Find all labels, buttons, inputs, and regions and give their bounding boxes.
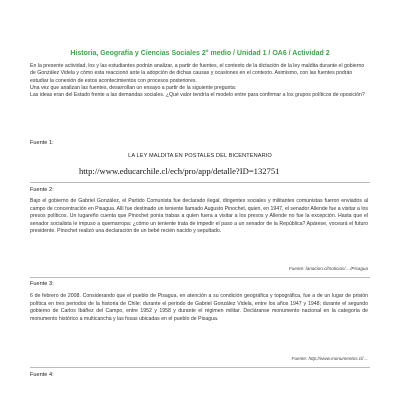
fuente-4-label: Fuente 4:	[30, 372, 54, 378]
intro-paragraph: Una vez que analizan las fuentes, desarrollan un ensayo a partir de la siguiente pregunta:	[30, 84, 237, 91]
divider	[30, 277, 370, 278]
fuente-2-label: Fuente 2:	[30, 187, 54, 193]
fuente-2-text	[30, 198, 368, 236]
fuente-3-text	[30, 293, 368, 323]
fuente-1-link[interactable]: http://www.educarchile.cl/ech/pro/app/detalle?ID=132751	[79, 166, 280, 176]
intro-paragraph: En la presente actividad, los y las estudiantes podrán analizar, a partir de fuentes, el contexto de la dictación de la ley maldita durante el gobierno de González Videla y cómo esta reaccionó ante la adopción de dichas causas y ocasiones en el contexto. Asimismo, con las fuentes podrán estudiar la conexión de estos acontecimientos con procesos posteriores.	[30, 63, 365, 84]
fuente-3-paragraph: 6 de febrero de 2008. Considerando que el pueblo de Pisagua, en atención a su condición geográfica y topográfica, fue a de un lugar de prisión política en tres periodos de la historia de Chile: durante el periodo de Gabriel González Videla, entre los años 1947 y 1948; durante el segundo gobierno de Carlos Ibáñez del Campo, entre 1952 y 1958 y durante el régimen militar. Decláranse monumento nacional en la categoría de monumento histórico a multicancha y las fosas ubicadas en el pueblo de Pisagua.	[30, 293, 368, 322]
fuente-1-title: LA LEY MALDITA EN POSTALES DEL BICENTENARIO	[128, 153, 272, 159]
intro-question: Las ideas eran del Estado frente a las demandas sociales. ¿Qué valor tendría el modelo entre para confirmar a los grupos políticos de oposición?	[30, 92, 365, 99]
divider	[30, 367, 370, 368]
fuente-2-paragraph: Bajo el gobierno de Gabriel González, el Partido Comunista fue declarado ilegal, dirigentes sociales y militantes comunistas fueron enviados al campo de concentración en Pisagua. Allí fue destinado un teniente llamado Augusto Pinochet, quien, en 1947, el senador Allende fue a visitar a los presos políticos. Un lugareño cuenta que Pinochet ponía trabas a quien fuera a visitar a los presos y Allende no fue la excepción. Hasta que el senador socialista le impuso a quemarropa: ¿cómo un teniente trata de impedir el paso a un senador de la República? Apárese, voceará el futuro presidente. Pinochet realizó una declaración de un bebé recién nacido y sepultado.	[30, 198, 368, 235]
intro-section	[30, 63, 368, 99]
fuente-2-source: Fuente: lanacion.cl/noticias/…/Pisagua	[288, 266, 368, 271]
divider	[30, 182, 370, 183]
fuente-1-label: Fuente 1:	[30, 140, 54, 146]
page-title: Historia, Geografía y Ciencias Sociales 2° medio / Unidad 1 / OA6 / Actividad 2	[70, 50, 330, 57]
fuente-3-label: Fuente 3:	[30, 281, 54, 287]
fuente-3-source: Fuente: http://www.monumentos.cl/…	[291, 356, 368, 361]
